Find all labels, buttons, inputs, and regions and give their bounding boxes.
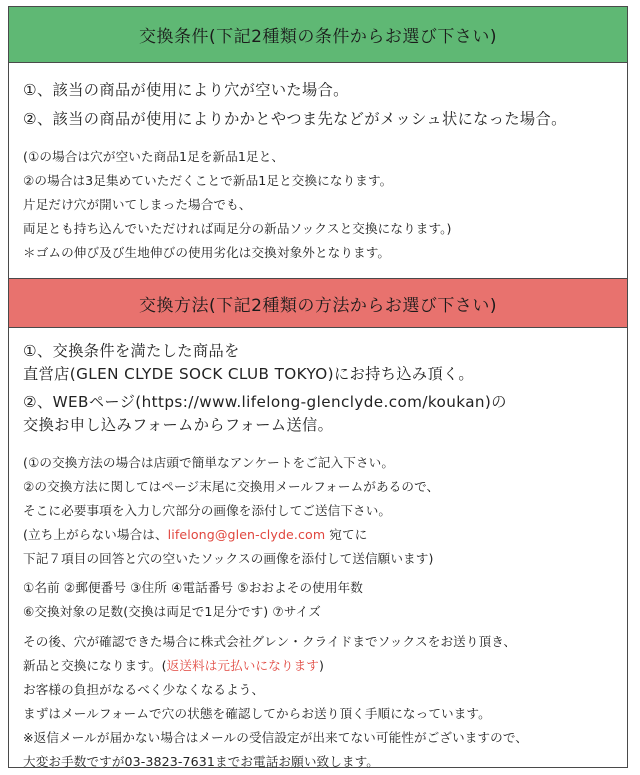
email-suffix: 宛てに <box>325 527 368 542</box>
email-instruction-line <box>23 524 367 543</box>
condition-2: ②、該当の商品が使用によりかかとやつま先などがメッシュ状になった場合。 <box>23 110 567 128</box>
exchange-info-panel <box>8 6 628 768</box>
contact-email-link[interactable]: lifelong@glen-clyde.com <box>167 527 326 542</box>
email-instruction-line-2: 下記７項目の回答と穴の空いたソックスの画像を添付して送信願います) <box>23 551 434 566</box>
method-note-1: (①の交換方法の場合は店頭で簡単なアンケートをご記入下さい。 <box>23 455 395 470</box>
condition-note-1: (①の場合は穴が空いた商品1足を新品1足と、 <box>23 149 285 164</box>
after-line-2-prefix: 新品と交換になります。( <box>23 658 167 673</box>
after-line-4: まずはメールフォームで穴の状態を確認してからお送り頂く手順になっています。 <box>23 706 491 721</box>
method-1b: 直営店(GLEN CLYDE SOCK CLUB TOKYO)にお持ち込み頂く。 <box>23 365 474 383</box>
condition-note-2: ②の場合は3足集めていただくことで新品1足と交換になります。 <box>23 173 393 188</box>
after-line-1: その後、穴が確認できた場合に株式会社グレン・クライドまでソックスをお送り頂き、 <box>23 634 517 649</box>
required-items-2: ⑥交換対象の足数(交換は両足で1足分です) ⑦サイズ <box>23 604 321 619</box>
methods-header <box>9 278 627 328</box>
required-items-1: ①名前 ②郵便番号 ③住所 ④電話番号 ⑤おおよその使用年数 <box>23 580 363 595</box>
after-line-3: お客様の負担がなるべく少なくなるよう、 <box>23 682 265 697</box>
method-2b: 交換お申し込みフォームからフォーム送信。 <box>23 416 334 434</box>
method-note-3: そこに必要事項を入力し穴部分の画像を添付してご送信下さい。 <box>23 503 392 518</box>
condition-1: ①、該当の商品が使用により穴が空いた場合。 <box>23 81 349 99</box>
email-prefix: (立ち上がらない場合は、 <box>23 527 168 542</box>
after-line-2 <box>23 655 324 674</box>
condition-note-5: ＊ゴムの伸び及び生地伸びの使用劣化は交換対象外となります。 <box>23 245 391 260</box>
methods-title: 交換方法(下記2種類の方法からお選び下さい) <box>138 295 498 316</box>
method-1a: ①、交換条件を満たした商品を <box>23 342 240 360</box>
condition-note-3: 片足だけ穴が開いてしまった場合でも、 <box>23 197 252 212</box>
return-shipping-note: 返送料は元払いになります <box>166 658 319 673</box>
method-2a: ②、WEBページ(https://www.lifelong-glenclyde.com/koukan)の <box>23 393 507 411</box>
after-line-5: ※返信メールが届かない場合はメールの受信設定が出来てない可能性がございますので、 <box>23 730 528 745</box>
condition-note-4: 両足とも持ち込んでいただければ両足分の新品ソックスと交換になります。) <box>23 221 452 236</box>
method-note-2: ②の交換方法に関してはページ末尾に交換用メールフォームがあるので、 <box>23 479 440 494</box>
after-line-6: 大変お手数ですが03-3823-7631までお電話お願い致します。 <box>23 754 379 769</box>
after-line-2-suffix: ) <box>318 658 324 673</box>
conditions-title: 交換条件(下記2種類の条件からお選び下さい) <box>138 27 498 47</box>
conditions-header <box>9 7 627 63</box>
